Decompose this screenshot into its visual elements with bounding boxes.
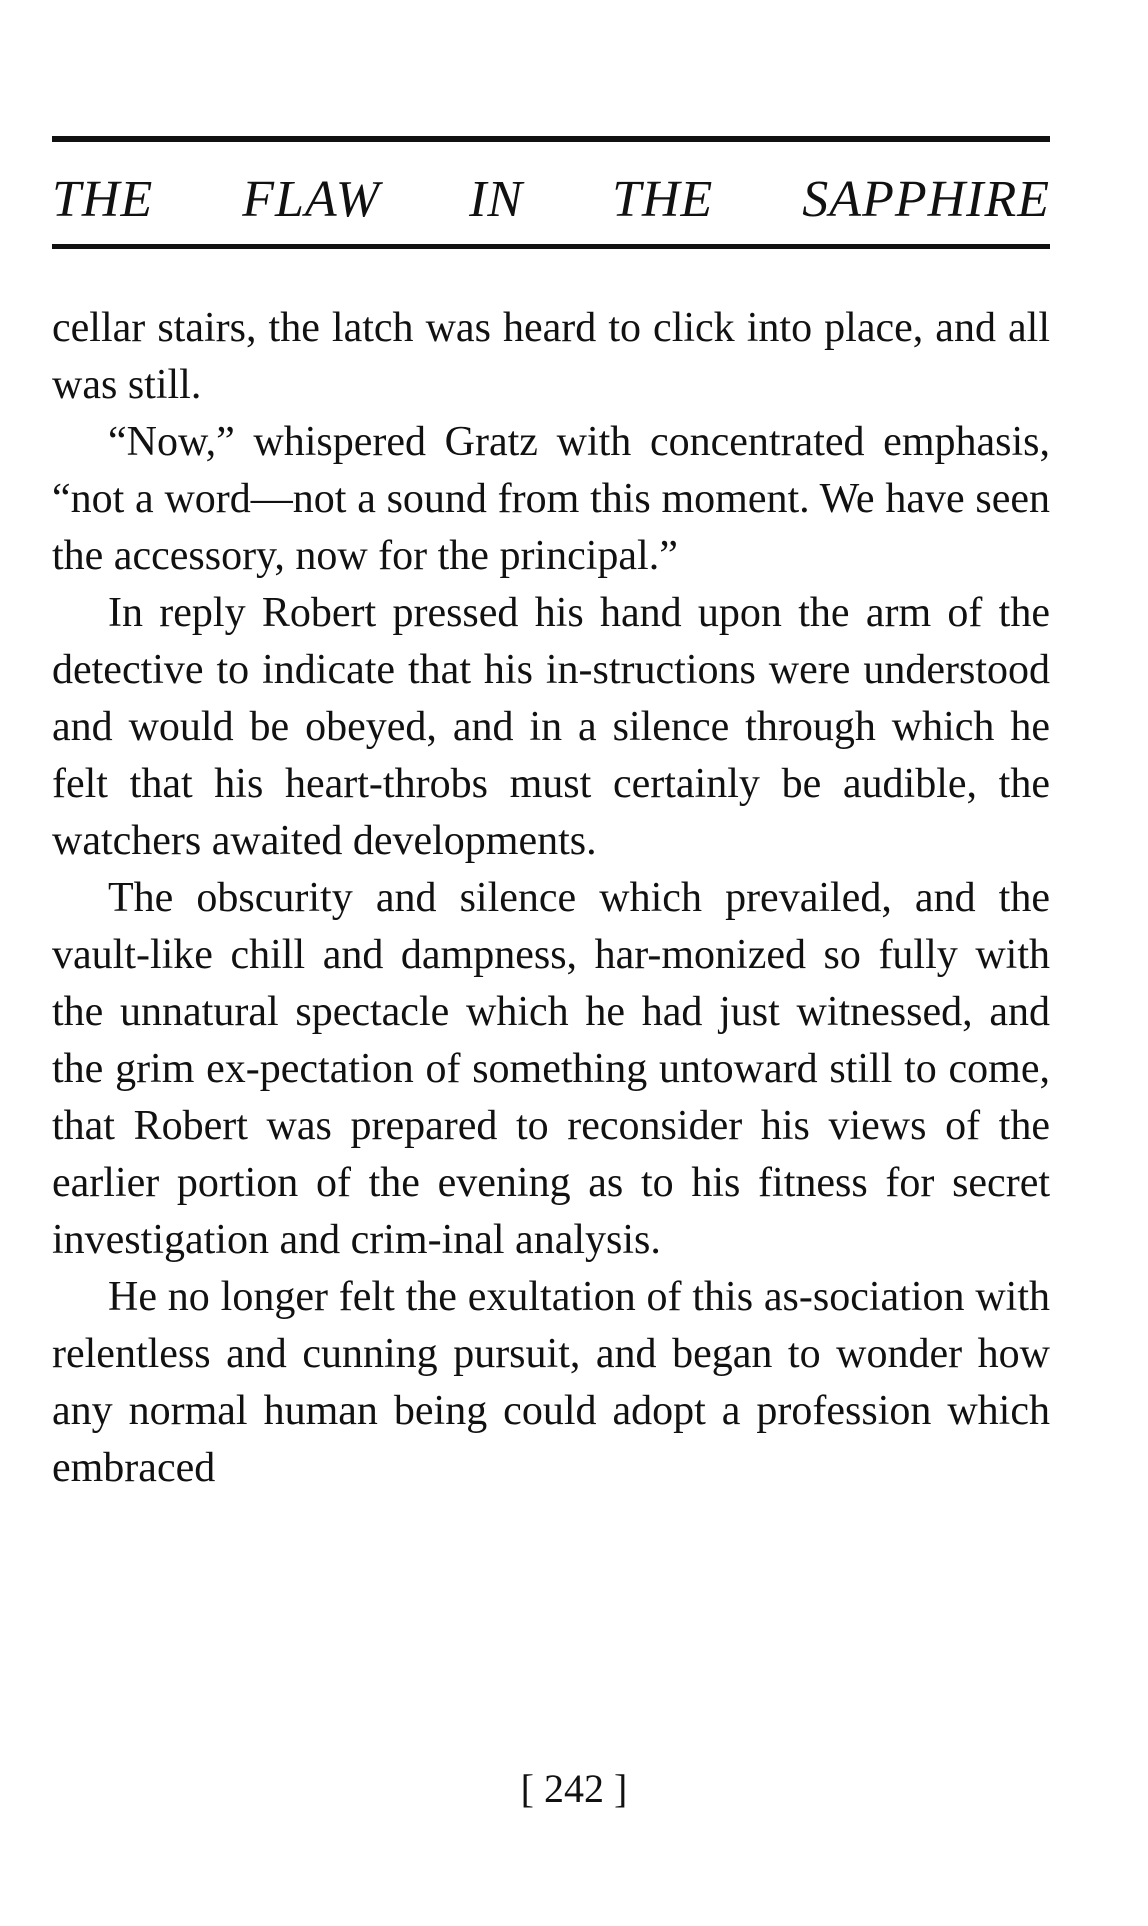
paragraph: The obscurity and silence which prevailed, and the vault-like chill and dampness, har-monized so fully with the unnatural spectacle which he had just witnessed, and the grim ex-pectation of something untoward still to come, that Robert was prepared to reconsider his views of the earlier portion of the evening as to his fitness for secret investigation and crim-inal analysis. <box>52 875 1050 1263</box>
paragraph: “Now,” whispered Gratz with concentrated emphasis, “not a word—not a sound from this moment. We have seen the accessory, now for the principal.” <box>52 419 1050 579</box>
paragraph: In reply Robert pressed his hand upon the arm of the detective to indicate that his in-structions were understood and would be obeyed, and in a silence through which he felt that his heart-throbs must certainly be audible, the watchers awaited developments. <box>52 590 1050 864</box>
paragraph: He no longer felt the exultation of this as-sociation with relentless and cunning pursuit, and began to wonder how any normal human being could adopt a profession which embraced <box>52 1274 1050 1491</box>
running-head: THE FLAW IN THE SAPPHIRE <box>52 171 1050 228</box>
page-number: [ 242 ] <box>520 1766 628 1811</box>
paragraph-continued: cellar stairs, the latch was heard to click into place, and all was still. <box>52 305 1050 408</box>
header-top-rule <box>52 136 1050 142</box>
header-bottom-rule <box>52 244 1050 249</box>
body-text <box>52 300 1050 1497</box>
